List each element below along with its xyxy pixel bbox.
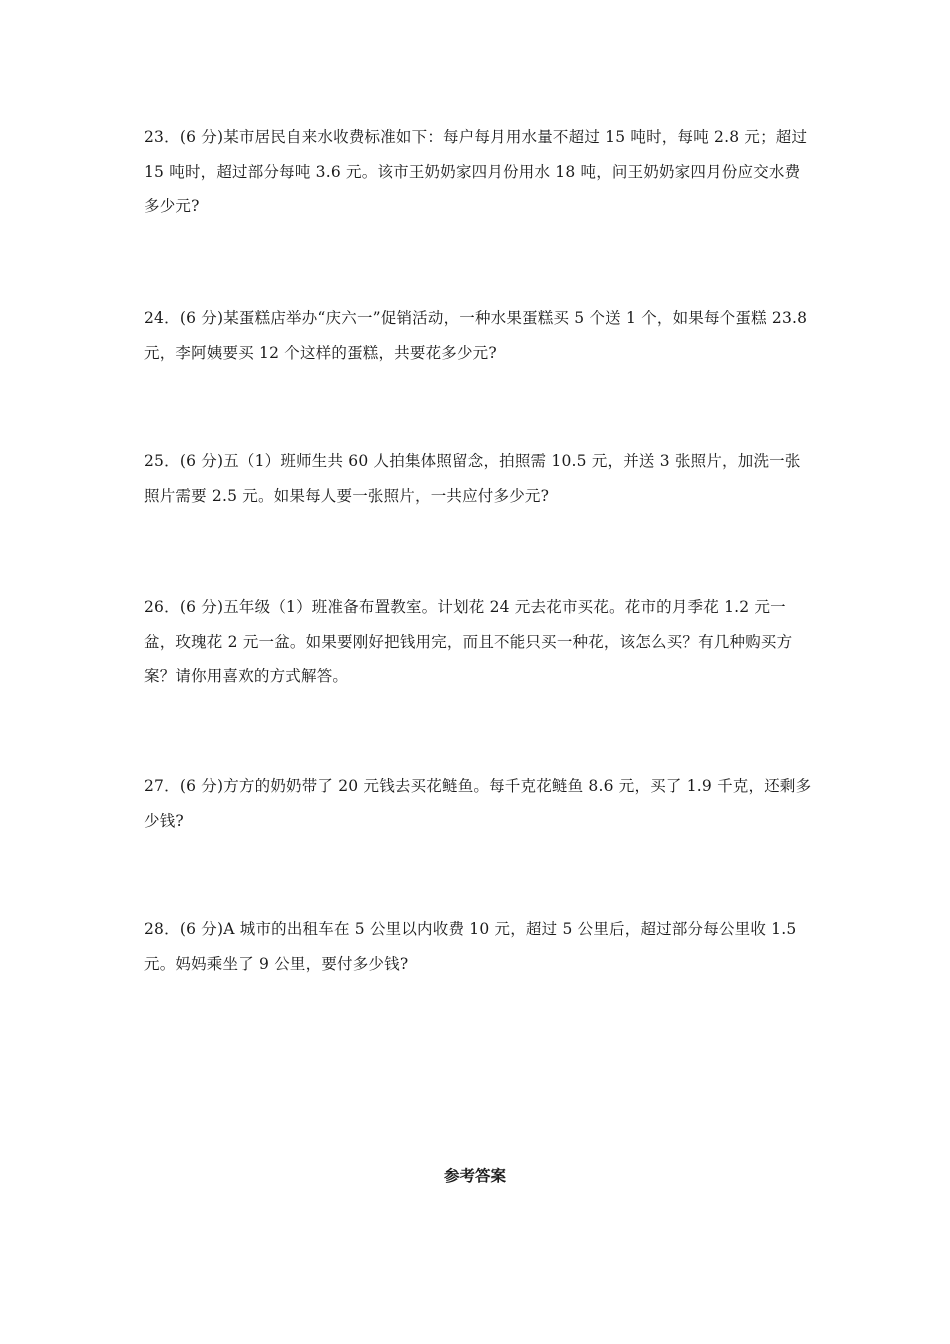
question-score: (6 分) bbox=[179, 452, 224, 470]
question-score: (6 分) bbox=[179, 598, 224, 616]
question-score: (6 分) bbox=[179, 777, 224, 795]
question-score: (6 分) bbox=[179, 309, 224, 327]
question-text: 某蛋糕店举办“庆六一”促销活动，一种水果蛋糕买 5 个送 1 个，如果每个蛋糕 23.8 元，李阿姨要买 12 个这样的蛋糕，共要花多少元? bbox=[144, 309, 808, 362]
question-score: (6 分) bbox=[179, 128, 224, 146]
question-text: A 城市的出租车在 5 公里以内收费 10 元，超过 5 公里后，超过部分每公里收 1.5 元。妈妈乘坐了 9 公里，要付多少钱? bbox=[144, 920, 797, 973]
question-28 bbox=[144, 912, 816, 981]
question-number: 27． bbox=[144, 777, 180, 795]
question-text: 五（1）班师生共 60 人拍集体照留念，拍照需 10.5 元，并送 3 张照片，加洗一张照片需要 2.5 元。如果每人要一张照片，一共应付多少元? bbox=[144, 452, 801, 505]
question-23 bbox=[144, 120, 816, 224]
question-number: 25． bbox=[144, 452, 180, 470]
question-score: (6 分) bbox=[179, 920, 224, 938]
question-number: 26． bbox=[144, 598, 180, 616]
question-25 bbox=[144, 444, 816, 513]
question-number: 23． bbox=[144, 128, 180, 146]
question-24 bbox=[144, 301, 816, 370]
question-number: 24． bbox=[144, 309, 180, 327]
question-number: 28． bbox=[144, 920, 180, 938]
question-26 bbox=[144, 590, 816, 694]
question-27 bbox=[144, 769, 816, 838]
question-text: 方方的奶奶带了 20 元钱去买花鲢鱼。每千克花鲢鱼 8.6 元，买了 1.9 千克，还剩多少钱? bbox=[144, 777, 812, 830]
question-text: 五年级（1）班准备布置教室。计划花 24 元去花市买花。花市的月季花 1.2 元一盆，玫瑰花 2 元一盆。如果要刚好把钱用完，而且不能只买一种花，该怎么买？有几种购买方案？请你用喜欢的方式解答。 bbox=[144, 598, 793, 685]
answer-section-title: 参考答案 bbox=[443, 1166, 506, 1185]
question-text: 某市居民自来水收费标准如下：每户每月用水量不超过 15 吨时，每吨 2.8 元；超过 15 吨时，超过部分每吨 3.6 元。该市王奶奶家四月份用水 18 吨，问王奶奶家四月份应交水费多少元? bbox=[144, 128, 808, 215]
